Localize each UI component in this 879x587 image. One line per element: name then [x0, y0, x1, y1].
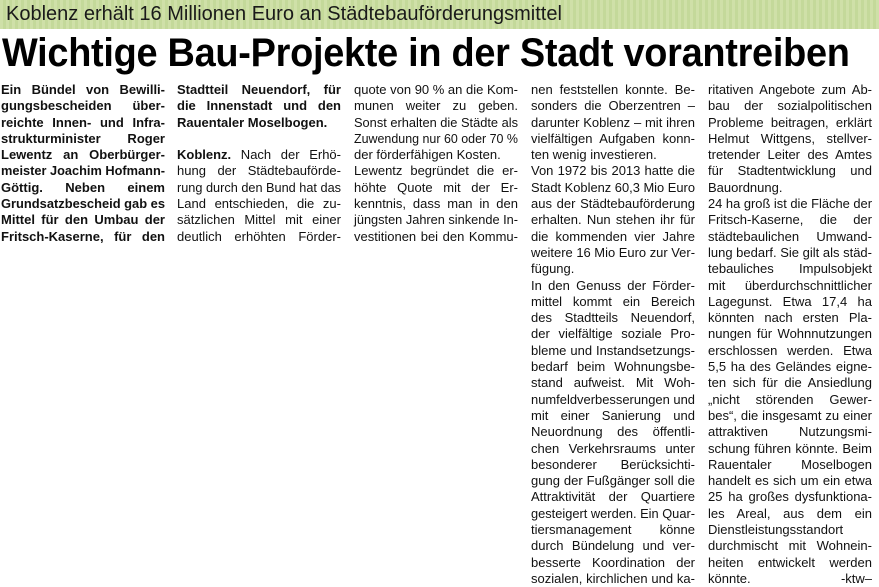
text-line [531, 115, 695, 131]
text-line [708, 278, 872, 294]
line-text: bes“, die insgesamt zu einer [708, 407, 872, 423]
line-text: strukturminister Roger [1, 130, 165, 146]
line-text: Attraktivität der Quartiere [531, 489, 695, 505]
text-line [531, 229, 695, 245]
text-line [708, 457, 872, 473]
text-line [531, 408, 695, 424]
text-line [531, 375, 695, 391]
line-text: ten sich für die Ansiedlung [708, 375, 872, 391]
text-line [708, 522, 872, 538]
line-text: höhte Quote mit der Er- [354, 179, 518, 195]
text-line [708, 212, 872, 228]
line-text: meister Joachim Hofmann- [1, 163, 165, 179]
text-line [1, 147, 165, 163]
line-text: für Stadtentwicklung und [708, 163, 872, 179]
text-line [708, 555, 872, 571]
text-line [531, 392, 695, 408]
text-line [708, 571, 872, 587]
text-line [354, 212, 518, 228]
line-text: ritativen Angebote zum Ab- [708, 82, 872, 97]
line-text: durch Bündelung und ver- [531, 538, 695, 554]
text-line [708, 489, 872, 505]
line-text: Sonst erhalten die Städte als [354, 114, 518, 130]
text-line [708, 180, 872, 196]
paragraph [177, 147, 341, 245]
text-line [708, 98, 872, 114]
line-text: schung führen könnte. Beim [708, 440, 872, 456]
text-line [531, 98, 695, 114]
line-text: der vielfältige soziale Pro- [531, 326, 695, 342]
line-text: sozialen, kirchlichen und ka- [531, 570, 695, 586]
line-text: Lewentz an Oberbürger- [1, 147, 165, 163]
line-text: mittel kommt ein Bereich [531, 293, 695, 309]
line-text: fügung. [531, 261, 575, 277]
line-text: kenntnis, dass man in den [354, 196, 518, 212]
text-line [1, 131, 165, 147]
line-text: könnten nach ersten Pla- [708, 310, 872, 326]
text-line [708, 131, 872, 147]
line-text: Göttig. Neben einem [1, 179, 165, 195]
line-text: Fritsch-Kaserne, die der [708, 212, 872, 228]
text-line [177, 163, 341, 179]
article-column-2 [177, 82, 341, 245]
line-text: bleme und Instandsetzungs- [531, 342, 695, 358]
line-text: 24 ha groß ist die Fläche der [708, 196, 872, 212]
text-line [531, 278, 695, 294]
text-line [531, 538, 695, 554]
article-column-4 [531, 82, 695, 587]
text-line [354, 147, 518, 163]
paragraph [531, 278, 695, 587]
paragraph [708, 196, 872, 587]
line-text: sonders die Oberzentren – [531, 98, 695, 114]
line-text: besserte Koordination der [531, 554, 695, 570]
text-line [708, 261, 872, 277]
line-text: städtebaulichen Umwand- [708, 228, 872, 244]
text-line [531, 522, 695, 538]
article-column-1 [1, 82, 165, 245]
text-line [531, 424, 695, 440]
paragraph [1, 82, 165, 245]
text-line [708, 408, 872, 424]
text-line [708, 115, 872, 131]
text-line [708, 147, 872, 163]
author-signoff: -ktw– [840, 570, 872, 586]
paragraph [177, 82, 341, 131]
line-text: handelt es sich um ein etwa [708, 473, 872, 489]
text-line [531, 261, 695, 277]
paragraph [708, 82, 872, 196]
line-text: weitere 16 Mio Euro zur Ver- [531, 244, 695, 260]
text-line [531, 473, 695, 489]
line-text: Zuwendung nur 60 oder 70 % [354, 130, 518, 146]
line-text: Fritsch-Kaserne, für den [1, 228, 165, 244]
line-text: heiten entwickelt werden [708, 554, 872, 570]
line-text: Mittel für den Umbau der [1, 212, 165, 228]
line-text: gung der Fußgänger soll die [531, 473, 695, 489]
line-text: darunter Koblenz – mit ihren [531, 114, 695, 130]
text-line [531, 489, 695, 505]
line-text: die Innenstadt und den [177, 98, 341, 114]
text-line [354, 180, 518, 196]
line-text: Neuordnung des öffentli- [531, 424, 695, 440]
text-line [531, 555, 695, 571]
line-text: lung bedarf. Sie gilt als städ- [708, 244, 872, 260]
text-line [708, 506, 872, 522]
line-text: nungen für Wohnnutzungen [708, 326, 872, 342]
text-line [531, 506, 695, 522]
text-line [708, 441, 872, 457]
text-line [531, 147, 695, 163]
line-text: erschlossen werden. Etwa [708, 342, 872, 358]
text-line [708, 326, 872, 342]
line-text: attraktiven Nutzungsmi- [708, 424, 872, 440]
paragraph [354, 163, 518, 244]
text-line [177, 212, 341, 228]
text-line [531, 457, 695, 473]
text-line [354, 131, 518, 147]
line-text: gesteigert werden. Ein Quar- [531, 505, 695, 521]
line-text: könnte. [708, 570, 751, 586]
text-line [177, 82, 341, 98]
line-text: bau der sozialpolitischen [708, 98, 872, 114]
text-line [531, 571, 695, 587]
text-line [354, 229, 518, 245]
text-line [354, 196, 518, 212]
line-text: Probleme beitragen, erklärt [708, 114, 872, 130]
line-text: bedarf beim Wohnungsbe- [531, 359, 695, 375]
text-line [708, 294, 872, 310]
line-text: „nicht störenden Gewer- [708, 391, 872, 407]
text-line [1, 163, 165, 179]
line-text: erhalten. Nun stehen ihr für [531, 212, 695, 228]
line-text: Stadtteil Neuendorf, für [177, 82, 341, 97]
line-text: vielfältigen Aufgaben konn- [531, 130, 695, 146]
line-text: Helmut Wittgens, stellver- [708, 130, 872, 146]
line-text: Rauentaler Moselbogen [708, 456, 872, 472]
text-line [354, 98, 518, 114]
line-text: Von 1972 bis 2013 hatte die [531, 163, 695, 179]
text-line [531, 359, 695, 375]
paragraph [531, 163, 695, 277]
paragraph [354, 82, 518, 163]
paragraph-gap [177, 131, 341, 147]
headline: Wichtige Bau-Projekte in der Stadt vorantreiben [2, 31, 850, 75]
text-line [531, 163, 695, 179]
text-line [354, 82, 518, 98]
line-text: durchmischt mit Wohnein- [708, 538, 872, 554]
line-text: nen feststellen konnte. Be- [531, 82, 695, 97]
text-line [708, 473, 872, 489]
line-text: les Areal, aus dem ein [708, 505, 872, 521]
text-line [708, 424, 872, 440]
line-text: quote von 90 % an die Kom- [354, 82, 518, 97]
text-line [708, 245, 872, 261]
line-text: gungsbescheiden über- [1, 98, 165, 114]
line-text: der förderfähigen Kosten. [354, 147, 501, 163]
line-text: munen weiter zu geben. [354, 98, 518, 114]
line-text: die kommenden vier Jahre [531, 228, 695, 244]
line-text: Nach der Erhö- [231, 147, 341, 163]
text-line [708, 392, 872, 408]
text-line [1, 196, 165, 212]
text-line [177, 196, 341, 212]
text-line [531, 343, 695, 359]
line-text: Lagegunst. Etwa 17,4 ha [708, 293, 872, 309]
text-line [708, 163, 872, 179]
line-text: hung der Städtebauförde- [177, 163, 341, 179]
text-line [1, 229, 165, 245]
line-text: deutlich erhöhten Förder- [177, 228, 341, 244]
dateline: Koblenz. [177, 147, 232, 163]
line-text: Stadt Koblenz 60,3 Mio Euro [531, 179, 695, 195]
line-text: mit einer Sanierung und [531, 407, 695, 423]
line-text: Dienstleistungsstandort [708, 522, 844, 538]
text-line [1, 180, 165, 196]
line-text: tebauliches Impulsobjekt [708, 261, 872, 277]
line-text: chen Verkehrsraums unter [531, 440, 695, 456]
line-text: mit überdurchschnittlicher [708, 277, 872, 293]
text-line [531, 441, 695, 457]
line-text: Land entschieden, die zu- [177, 196, 341, 212]
line-text: 5,5 ha des Geländes eigne- [708, 359, 872, 375]
line-text: tretender Leiter des Amtes [708, 147, 872, 163]
text-line [1, 82, 165, 98]
text-line [531, 82, 695, 98]
line-text: Bauordnung. [708, 179, 783, 195]
text-line [354, 115, 518, 131]
line-text: Grundsatzbescheid gab es [1, 196, 165, 212]
line-text: besonderer Berücksichti- [531, 456, 695, 472]
text-line [531, 245, 695, 261]
line-text: stand aufweist. Mit Woh- [531, 375, 695, 391]
text-line [708, 375, 872, 391]
line-text: Lewentz begründet die er- [354, 163, 518, 179]
kicker: Koblenz erhält 16 Millionen Euro an Städtebauförderungsmittel [6, 3, 562, 25]
text-line [708, 359, 872, 375]
text-line [531, 131, 695, 147]
line-text: des Stadtteils Neuendorf, [531, 310, 695, 326]
line-text: numfeldverbesserungen und [531, 391, 695, 407]
line-text: ten wenig investieren. [531, 147, 657, 163]
text-line [177, 180, 341, 196]
text-line [531, 212, 695, 228]
text-line [1, 98, 165, 114]
line-text: jüngsten Jahren sinkende In- [354, 212, 518, 228]
text-line [177, 229, 341, 245]
line-text: In den Genuss der Förder- [531, 277, 695, 293]
line-text: 25 ha großes dysfunktiona- [708, 489, 872, 505]
text-line [531, 294, 695, 310]
text-line [531, 180, 695, 196]
text-line [354, 163, 518, 179]
line-text: sätzlichen Mittel mit einer [177, 212, 341, 228]
line-text: reichte Innen- und Infra- [1, 114, 165, 130]
text-line [708, 343, 872, 359]
text-line [177, 98, 341, 114]
text-line [708, 229, 872, 245]
text-line [531, 310, 695, 326]
text-line [177, 147, 341, 163]
text-line [1, 212, 165, 228]
line-text: tiersmanagement könne [531, 522, 695, 538]
text-line [708, 538, 872, 554]
paragraph [531, 82, 695, 163]
article-column-5 [708, 82, 872, 587]
line-text: rung durch den Bund hat das [177, 179, 341, 195]
article-column-3 [354, 82, 518, 245]
line-text: aus der Städtebauförderung [531, 196, 695, 212]
text-line [531, 196, 695, 212]
kicker-bar [0, 0, 879, 29]
text-line [708, 82, 872, 98]
text-line [708, 310, 872, 326]
line-text: Rauentaler Moselbogen. [177, 114, 328, 130]
text-line [708, 196, 872, 212]
text-line [177, 115, 341, 131]
text-line [1, 115, 165, 131]
text-line [531, 326, 695, 342]
line-text: vestitionen bei den Kommu- [354, 228, 518, 244]
line-text: Ein Bündel von Bewilli- [1, 82, 165, 97]
